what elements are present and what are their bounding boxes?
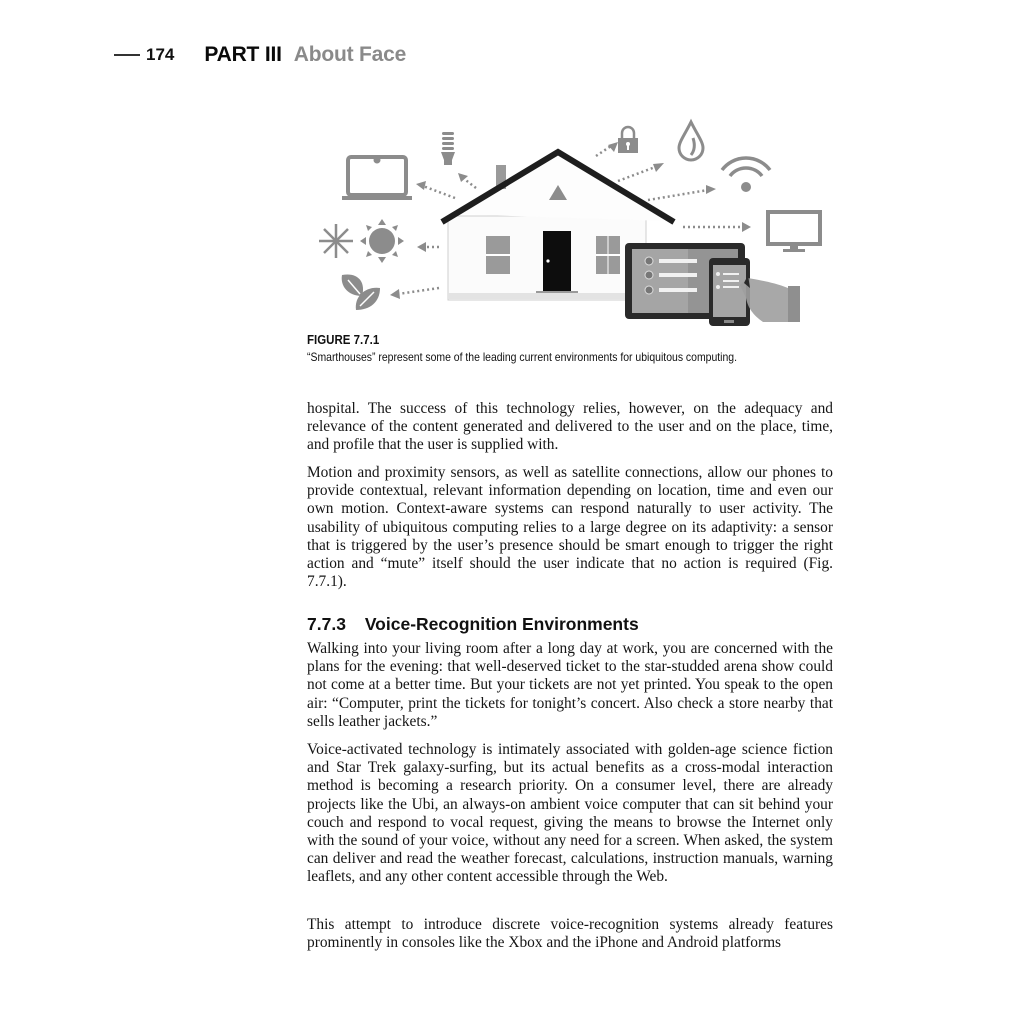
laptop-icon [342,157,412,198]
paragraph: Motion and proximity sensors, as well as satellite connections, allow our phones to provide contextual, relevant information depending on location, time and even our own motion. Context-aware systems can respond naturally to user activity. The usability of ubiquitous computing relies to a large degree on its adaptivity: a sensor that is triggered by the user’s presence should be smart enough to trigger the right action and “mute” itself should the user indicate that no action is required (Fig. 7.7.1). [307,464,833,591]
lightbulb-icon [441,132,455,165]
body-text-block [307,464,833,601]
figure-caption [307,333,847,364]
sun-icon [360,219,404,263]
wifi-icon [722,158,770,192]
snowflake-icon [319,224,353,258]
section-title: Voice-Recognition Environments [364,614,639,634]
part-label: PART III [204,43,282,66]
body-text-block [307,640,833,741]
figure-caption-text: “Smarthouses” represent some of the leading current environments for ubiquitous computing. [307,350,738,364]
body-text-block [307,741,833,897]
part-title: About Face [293,43,407,66]
page-number: 174 [146,45,175,64]
section-number: 7.7.3 [307,614,346,634]
lock-icon [618,127,638,153]
paragraph: This attempt to introduce discrete voice-recognition systems already features prominently in consoles like the Xbox and the iPhone and Android platforms [307,916,833,952]
figure-label: FIGURE 7.7.1 [307,333,380,347]
paragraph: hospital. The success of this technology relies, however, on the adequacy and relevance of the content generated and delivered to the user and on the place, time, and profile that the user is supplied with. [307,400,833,454]
running-header [114,40,406,70]
body-text-block [307,400,833,465]
monitor-icon [768,212,820,252]
paragraph: Walking into your living room after a long day at work, you are concerned with the plans for the evening: that well-deserved ticket to the star-studded arena show could not come at a better time. But your tickets are not yet printed. You speak to the open air: “Computer, print the tickets for tonight’s concert. Also check a store nearby that sells leather jackets.” [307,640,833,730]
section-heading [307,614,639,635]
smarthouse-figure [318,110,838,335]
body-text-block [307,916,833,962]
header-rule [114,54,140,56]
paragraph: Voice-activated technology is intimately associated with golden-age science fiction and Star Trek galaxy-surfing, but its actual benefits as a cross-modal interaction method is becoming a research priority. On a consumer level, there are already projects like the Ubi, an always-on ambient voice computer that can sit behind your couch and respond to vocal request, giving the means to browse the Internet only with the sound of your voice, without any need for a screen. When asked, the system can deliver and read the weather forecast, calculations, instruction manuals, warning leaflets, and any other content accessible through the Web. [307,741,833,886]
water-drop-icon [679,122,703,160]
leaves-icon [342,274,380,310]
